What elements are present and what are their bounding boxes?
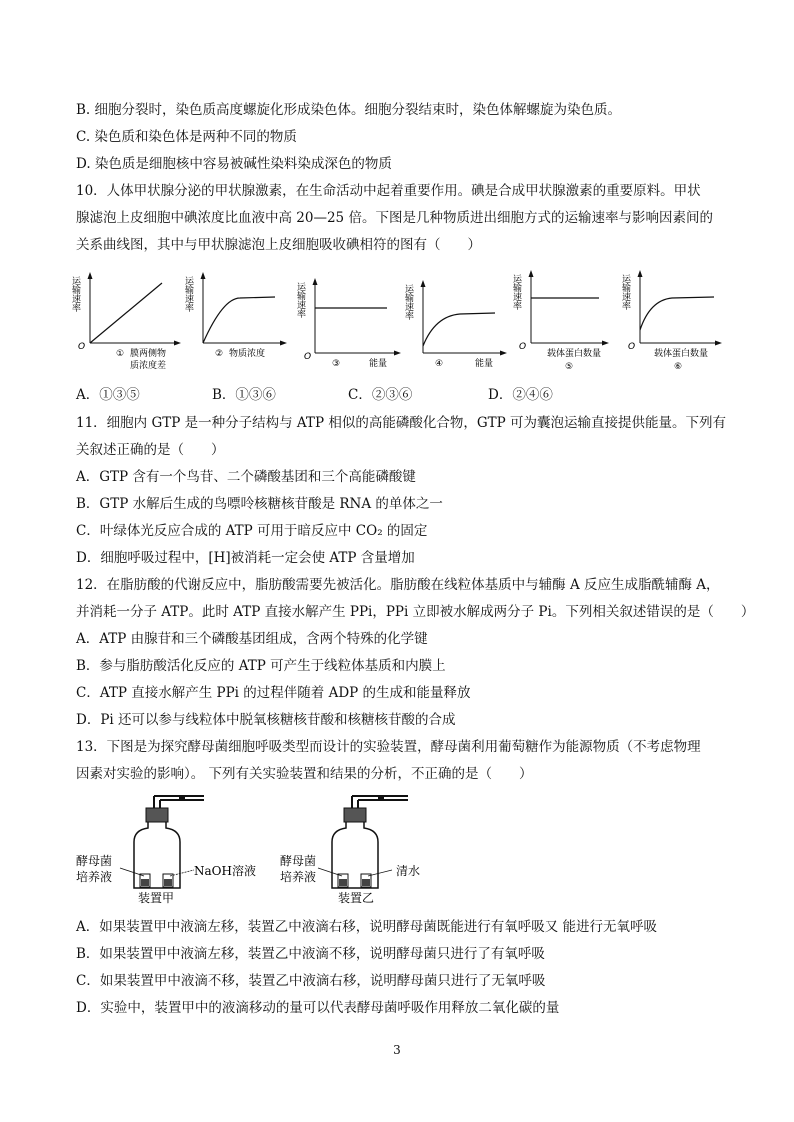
graph-1-origin: O: [78, 342, 86, 352]
graph-1: [72, 268, 182, 373]
graph-6-ylabel: 运输速率: [620, 274, 630, 310]
q11-option-d[interactable]: D．细胞呼吸过程中，[H]被消耗一定会使 ATP 含量增加: [76, 550, 415, 566]
graph-5-origin: O: [519, 342, 527, 352]
apparatus-jia-name: 装置甲: [138, 891, 175, 905]
graph-4-xlabel: 能量: [475, 359, 494, 369]
page-number: 3: [393, 1043, 401, 1057]
graph-4: [405, 268, 510, 373]
q12-stem-line1: 12．在脂肪酸的代谢反应中，脂肪酸需要先被活化。脂肪酸在线粒体基质中与辅酶 A 反应生成脂酰辅酶 A，: [76, 577, 720, 593]
q10-stem-line1: 10．人体甲状腺分泌的甲状腺激素，在生命活动中起着重要作用。碘是合成甲状腺激素的重要原料。甲状: [76, 183, 701, 199]
graph-4-ylabel: 运输速率: [403, 284, 413, 320]
q12-stem-line2: 并消耗一分子 ATP。此时 ATP 直接水解产生 PPi，PPi 立即被水解成两分子 Pi。下列相关叙述错误的是（ ）: [76, 604, 755, 620]
q11-option-a[interactable]: A．GTP 含有一个鸟苷、二个磷酸基团和三个高能磷酸键: [76, 469, 416, 485]
apparatus-yi-name: 装置乙: [338, 891, 375, 905]
graph-3-ylabel: 运输速率: [295, 282, 305, 318]
q9-option-b: B. 细胞分裂时，染色质高度螺旋化形成染色体。细胞分裂结束时，染色体解螺旋为染色质。: [76, 102, 622, 118]
graph-1-xlabel-2: 质浓度差: [130, 361, 167, 371]
graph-2-number: ②: [215, 349, 224, 359]
q12-option-b[interactable]: B．参与脂肪酸活化反应的 ATP 可产生于线粒体基质和内膜上: [76, 658, 446, 674]
q12-option-c[interactable]: C．ATP 直接水解产生 PPi 的过程伴随着 ADP 的生成和能量释放: [76, 685, 471, 701]
q11-stem-line1: 11．细胞内 GTP 是一种分子结构与 ATP 相似的高能磷酸化合物，GTP 可为囊泡运输直接提供能量。下列有: [76, 415, 726, 431]
apparatus-yi: [280, 790, 440, 905]
q13-option-d[interactable]: D．实验中，装置甲中的液滴移动的量可以代表酵母菌呼吸作用释放二氧化碳的量: [76, 1000, 560, 1016]
graph-6-xlabel: 载体蛋白数量: [654, 349, 709, 359]
graph-5-ylabel: 运输速率: [511, 274, 521, 310]
q13-option-a[interactable]: A．如果装置甲中液滴左移，装置乙中液滴右移，说明酵母菌既能进行有氧呼吸又 能进行无氧呼吸: [76, 919, 658, 935]
graph-1-ylabel: 运输速率: [70, 276, 80, 312]
q11-option-b[interactable]: B．GTP 水解后生成的鸟嘌呤核糖核苷酸是 RNA 的单体之一: [76, 496, 443, 512]
q12-option-a[interactable]: A．ATP 由腺苷和三个磷酸基团组成，含两个特殊的化学键: [76, 631, 428, 647]
apparatus-yi-right: 清水: [396, 864, 421, 878]
graph-5: [513, 268, 618, 378]
q10-option-b[interactable]: B．①③⑥: [212, 387, 276, 403]
q13-option-b[interactable]: B．如果装置甲中液滴左移，装置乙中液滴不移，说明酵母菌只进行了有氧呼吸: [76, 946, 545, 962]
graph-3-xlabel: 能量: [369, 359, 388, 369]
q9-option-c: C. 染色质和染色体是两种不同的物质: [76, 129, 297, 145]
graph-2-ylabel: 运输速率: [183, 276, 193, 312]
graph-1-xlabel-1: 膜两侧物: [130, 349, 167, 359]
graph-6: [622, 268, 732, 378]
q10-stem-line2: 腺滤泡上皮细胞中碘浓度比血液中高 20—25 倍。下图是几种物质进出细胞方式的运输速率与影响因素间的: [76, 210, 713, 226]
graph-3-number: ③: [332, 359, 341, 369]
apparatus-jia-right: NaOH溶液: [194, 864, 256, 878]
graph-6-origin: O: [628, 342, 636, 352]
graph-4-number: ④: [435, 359, 444, 369]
q10-option-a[interactable]: A．①③⑤: [76, 387, 140, 403]
apparatus-yi-left-1: 酵母菌: [280, 854, 317, 868]
apparatus-yi-left-2: 培养液: [280, 870, 317, 884]
q13-stem-line1: 13．下图是为探究酵母菌细胞呼吸类型而设计的实验装置，酵母菌利用葡萄糖作为能源物质（不考虑物理: [76, 739, 701, 755]
graph-2: [185, 268, 290, 373]
q10-options: [76, 383, 636, 401]
q11-stem-line2: 关叙述正确的是（ ）: [76, 442, 225, 458]
graph-3-origin: O: [304, 352, 312, 362]
graph-5-number: ⑤: [565, 362, 574, 372]
apparatus-jia-left-2: 培养液: [76, 870, 113, 884]
q9-option-d: D. 染色质是细胞核中容易被碱性染料染成深色的物质: [76, 156, 392, 172]
graph-5-xlabel: 载体蛋白数量: [547, 349, 602, 359]
graph-2-xlabel: 物质浓度: [229, 349, 266, 359]
q12-option-d[interactable]: D．Pi 还可以参与线粒体中脱氧核糖核苷酸和核糖核苷酸的合成: [76, 712, 456, 728]
graph-1-number: ①: [116, 349, 125, 359]
apparatus-jia: [76, 790, 276, 905]
q10-option-d[interactable]: D．②④⑥: [488, 387, 553, 403]
q13-stem-line2: 因素对实验的影响）。 下列有关实验装置和结果的分析，不正确的是（ ）: [76, 766, 533, 782]
q10-option-c[interactable]: C．②③⑥: [348, 387, 413, 403]
apparatus-jia-left-1: 酵母菌: [76, 854, 113, 868]
q13-option-c[interactable]: C．如果装置甲中液滴不移，装置乙中液滴右移，说明酵母菌只进行了无氧呼吸: [76, 973, 546, 989]
graph-6-number: ⑥: [674, 362, 683, 372]
q11-option-c[interactable]: C．叶绿体光反应合成的 ATP 可用于暗反应中 CO₂ 的固定: [76, 523, 428, 539]
graph-3: [297, 268, 407, 373]
q10-stem-line3: 关系曲线图，其中与甲状腺滤泡上皮细胞吸收碘相符的图有（ ）: [76, 237, 481, 253]
